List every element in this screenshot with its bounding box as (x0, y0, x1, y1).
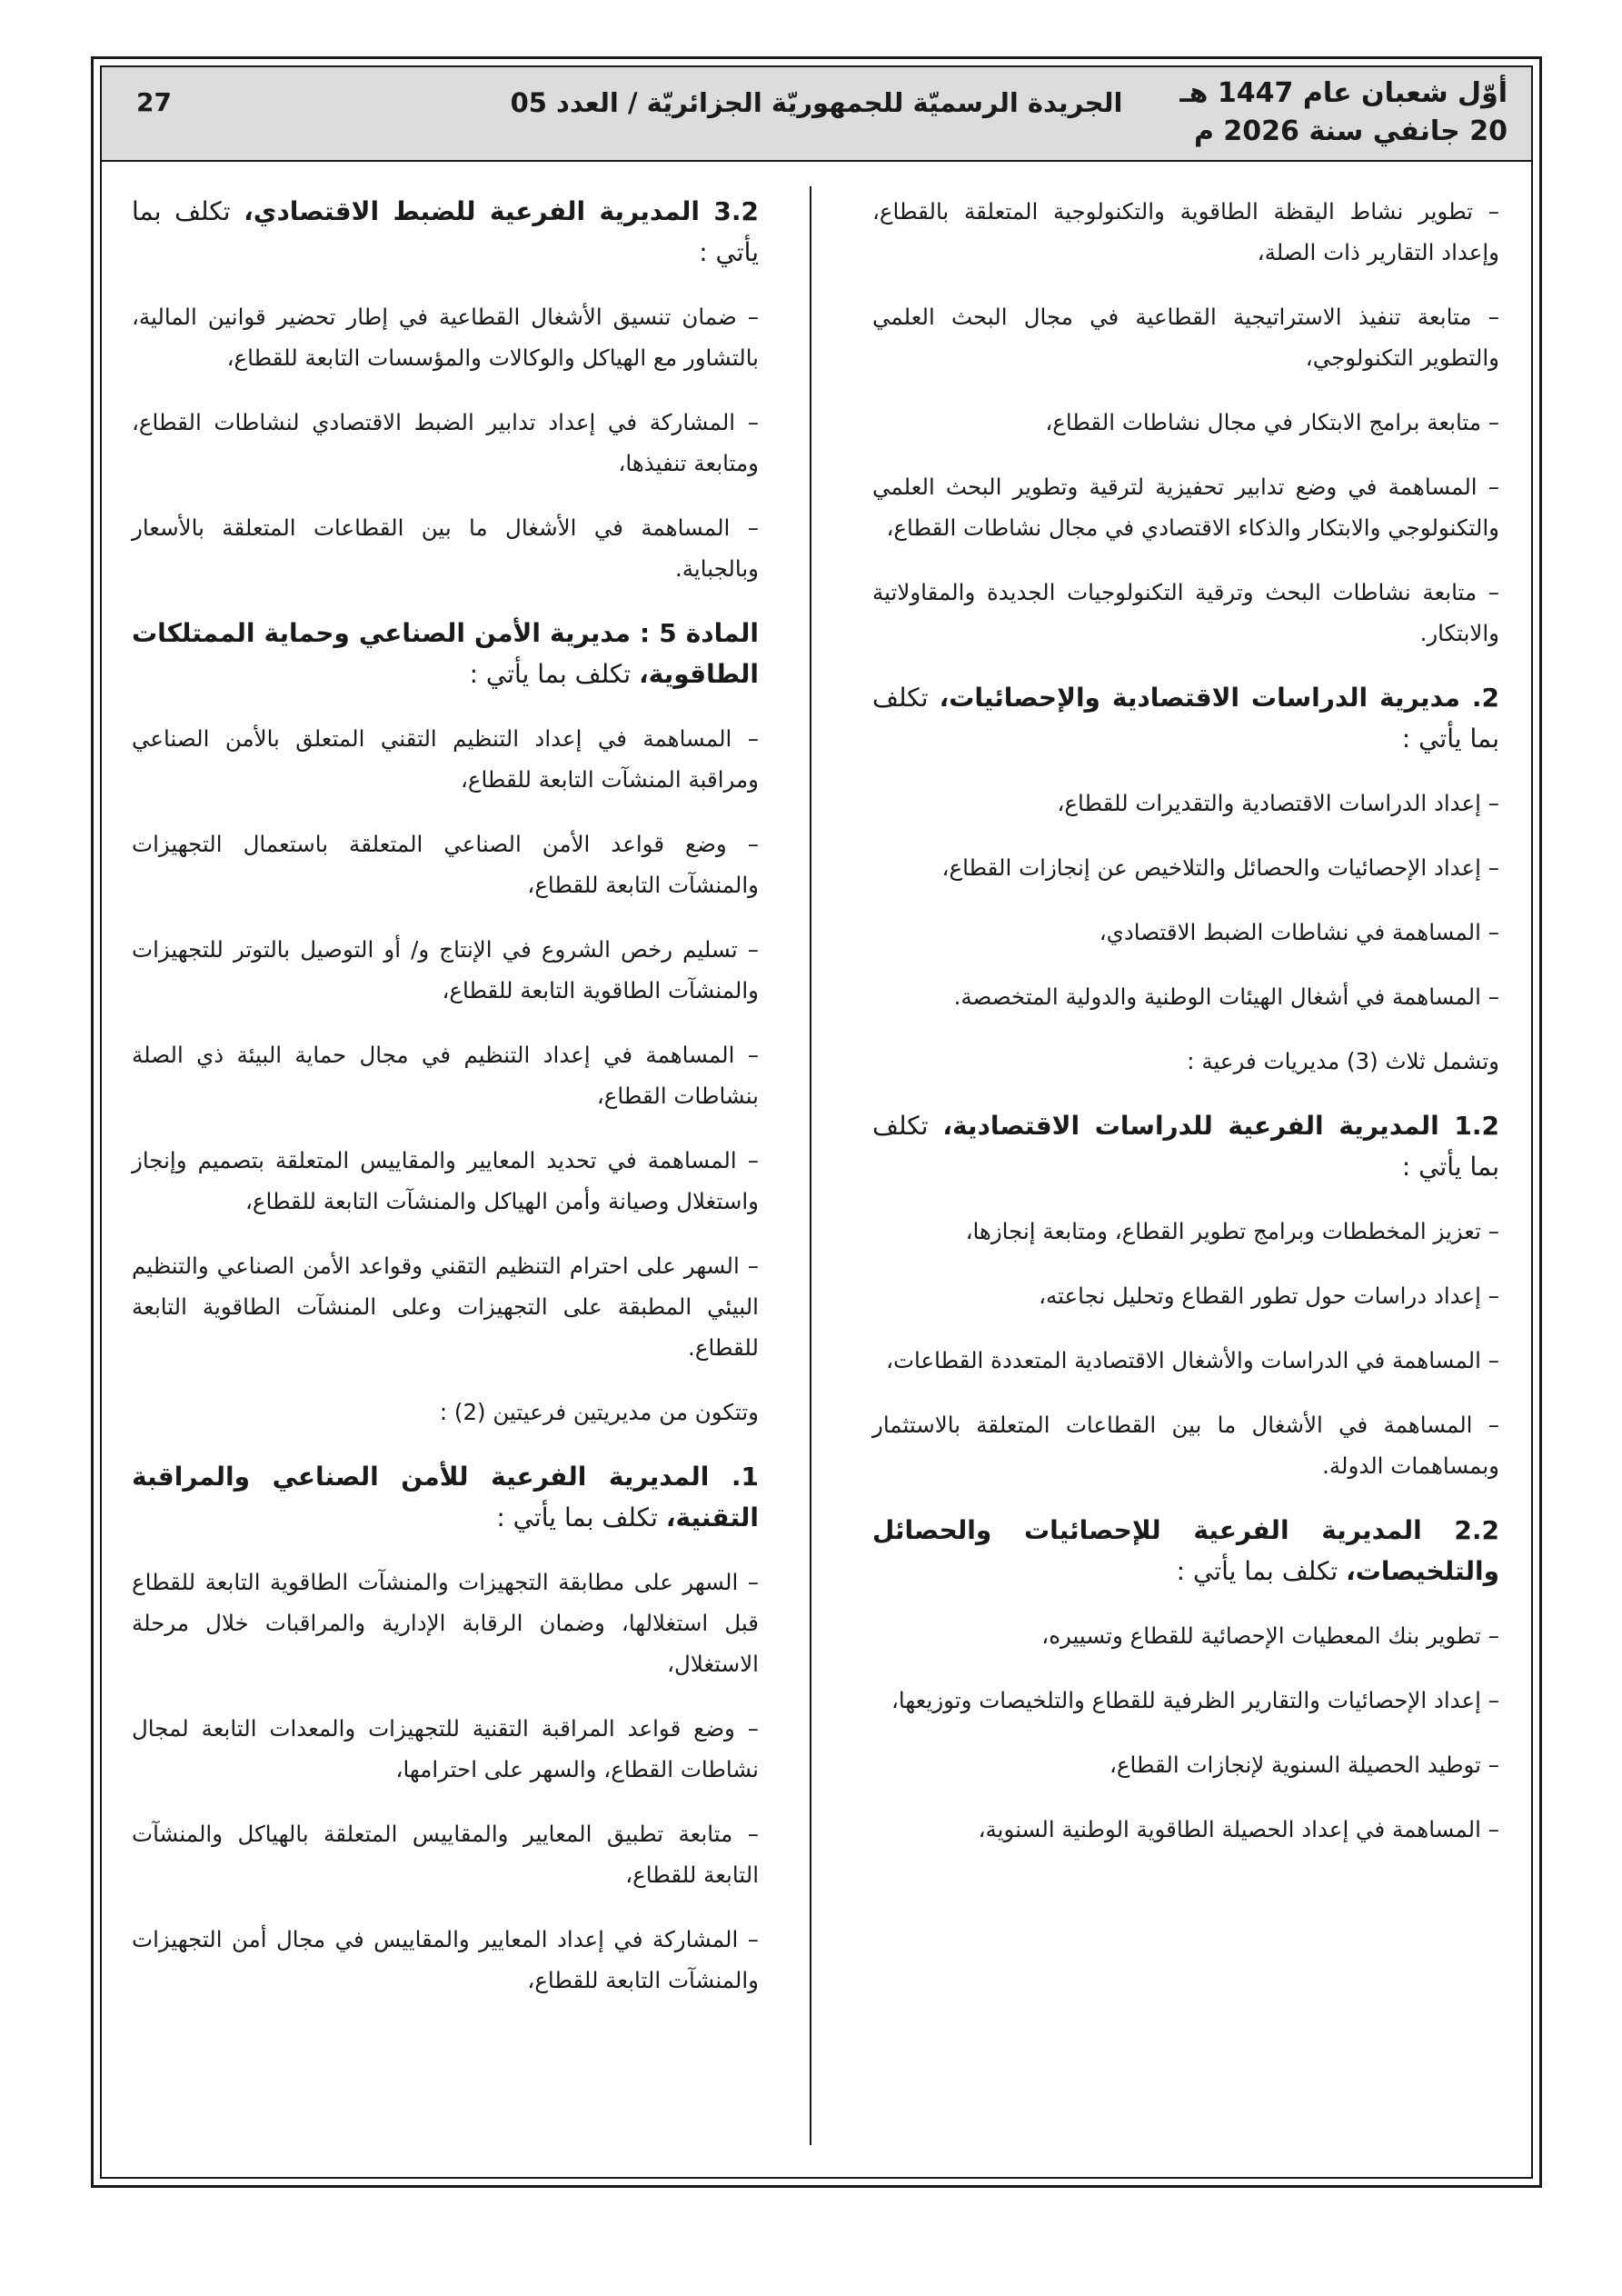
body-paragraph: – المساهمة في إعداد التنظيم في مجال حماية البيئة ذي الصلة بنشاطات القطاع، (132, 1042, 759, 1109)
body-paragraph: – المساهمة في إعداد الحصيلة الطاقوية الوطنية السنوية، (978, 1816, 1499, 1842)
body-paragraph: – وضع قواعد الأمن الصناعي المتعلقة باستعمال التجهيزات والمنشآت التابعة للقطاع، (132, 831, 759, 898)
body-paragraph: – إعداد دراسات حول تطور القطاع وتحليل نجاعته، (1039, 1283, 1499, 1309)
section-heading: 3.2 المديرية الفرعية للضبط الاقتصادي، (244, 196, 759, 226)
body-paragraph: – المشاركة في إعداد المعايير والمقاييس في مجال أمن التجهيزات والمنشآت التابعة للقطاع، (132, 1926, 759, 1993)
heading-suffix: تكلف بما يأتي : (1176, 1556, 1347, 1586)
body-paragraph: – المساهمة في إعداد التنظيم التقني المتعلق بالأمن الصناعي ومراقبة المنشآت التابعة للقطاع، (132, 725, 759, 793)
page-header (102, 67, 1531, 162)
body-paragraph: – ضمان تنسيق الأشغال القطاعية في إطار تحضير قوانين المالية، بالتشاور مع الهياكل والوكالات والمؤسسات التابعة للقطاع، (132, 304, 759, 371)
body-paragraph: – المساهمة في أشغال الهيئات الوطنية والدولية المتخصصة. (953, 983, 1499, 1010)
body-paragraph: – متابعة نشاطات البحث وترقية التكنولوجيات الجديدة والمقاولاتية والابتكار. (872, 579, 1499, 646)
section-heading-paragraph (132, 191, 759, 273)
section-heading-paragraph (872, 1105, 1499, 1187)
gazette-title: الجريدة الرسميّة للجمهوريّة الجزائريّة / العدد 05 (510, 87, 1123, 118)
heading-suffix: تكلف بما يأتي : (496, 1502, 666, 1532)
column-divider (810, 186, 811, 2145)
date-gregorian: 20 جانفي سنة 2026 م (1193, 115, 1508, 147)
section-heading-paragraph (132, 613, 759, 694)
body-paragraph: وتتكون من مديريتين فرعيتين (2) : (439, 1399, 759, 1425)
body-paragraph: وتشمل ثلاث (3) مديريات فرعية : (1187, 1048, 1499, 1074)
right-column (872, 191, 1499, 1873)
body-paragraph: – المساهمة في الأشغال ما بين القطاعات المتعلقة بالأسعار وبالجباية. (132, 514, 759, 582)
date-hijri: أوّل شعبان عام 1447 هـ (1179, 77, 1508, 109)
body-paragraph: – متابعة تنفيذ الاستراتيجية القطاعية في مجال البحث العلمي والتطوير التكنولوجي، (872, 304, 1499, 371)
body-paragraph: – متابعة برامج الابتكار في مجال نشاطات القطاع، (1045, 409, 1499, 435)
body-paragraph: – تسليم رخص الشروع في الإنتاج و/ أو التوصيل بالتوتر للتجهيزات والمنشآت الطاقوية التابعة للقطاع، (132, 936, 759, 1003)
body-paragraph: – المساهمة في الأشغال ما بين القطاعات المتعلقة بالاستثمار وبمساهمات الدولة. (872, 1412, 1499, 1479)
body-paragraph: – المساهمة في نشاطات الضبط الاقتصادي، (1099, 919, 1499, 945)
body-paragraph: – المساهمة في تحديد المعايير والمقاييس المتعلقة بتصميم وإنجاز واستغلال وصيانة وأمن الهياكل والمنشآت التابعة للقطاع، (132, 1147, 759, 1214)
body-paragraph: – السهر على احترام التنظيم التقني وقواعد الأمن الصناعي والتنظيم البيئي المطبقة على التجهيزات وعلى المنشآت الطاقوية التابعة للقطاع. (132, 1253, 759, 1361)
heading-suffix: تكلف بما يأتي : (132, 196, 759, 267)
body-paragraph: – السهر على مطابقة التجهيزات والمنشآت الطاقوية التابعة للقطاع قبل استغلالها، وضمان الرقابة الإدارية والمراقبات خلال مرحلة الاستغلال، (132, 1569, 759, 1677)
body-paragraph: – وضع قواعد المراقبة التقنية للتجهيزات والمعدات التابعة لمجال نشاطات القطاع، والسهر على احترامها، (132, 1715, 759, 1782)
body-paragraph: – المشاركة في إعداد تدابير الضبط الاقتصادي لنشاطات القطاع، ومتابعة تنفيذها، (132, 409, 759, 476)
body-paragraph: – تطوير نشاط اليقظة الطاقوية والتكنولوجية المتعلقة بالقطاع، وإعداد التقارير ذات الصلة، (872, 198, 1499, 265)
body-paragraph: – إعداد الإحصائيات والحصائل والتلاخيص عن إنجازات القطاع، (941, 854, 1499, 881)
body-paragraph: – تطوير بنك المعطيات الإحصائية للقطاع وتسييره، (1041, 1622, 1499, 1649)
section-heading-paragraph (872, 1510, 1499, 1592)
body-paragraph: – توطيد الحصيلة السنوية لإنجازات القطاع، (1109, 1752, 1499, 1778)
heading-suffix: تكلف بما يأتي : (469, 659, 640, 689)
body-paragraph: – متابعة تطبيق المعايير والمقاييس المتعلقة بالهياكل والمنشآت التابعة للقطاع، (132, 1821, 759, 1888)
page-number: 27 (136, 87, 172, 117)
section-heading: 1.2 المديرية الفرعية للدراسات الاقتصادية، (942, 1111, 1499, 1141)
body-paragraph: – المساهمة في وضع تدابير تحفيزية لترقية وتطوير البحث العلمي والتكنولوجي والابتكار والذكاء الاقتصادي في مجال نشاطات القطاع، (872, 474, 1499, 541)
body-paragraph: – إعداد الإحصائيات والتقارير الظرفية للقطاع والتلخيصات وتوزيعها، (891, 1687, 1499, 1713)
section-heading: 2.2 المديرية الفرعية للإحصائيات والحصائل والتلخيصات، (872, 1515, 1499, 1586)
body-paragraph: – إعداد الدراسات الاقتصادية والتقديرات للقطاع، (1057, 790, 1499, 816)
section-heading-paragraph (132, 1456, 759, 1538)
heading-suffix: تكلف بما يأتي : (872, 1111, 1499, 1182)
body-paragraph: – تعزيز المخططات وبرامج تطوير القطاع، ومتابعة إنجازها، (965, 1218, 1499, 1244)
body-paragraph: – المساهمة في الدراسات والأشغال الاقتصادية المتعددة القطاعات، (886, 1347, 1499, 1373)
section-heading: 2. مديرية الدراسات الاقتصادية والإحصائيات، (939, 683, 1499, 713)
section-heading: المادة 5 : مديرية الأمن الصناعي وحماية الممتلكات الطاقوية، (132, 618, 759, 689)
section-heading: 1. المديرية الفرعية للأمن الصناعي والمراقبة التقنية، (132, 1462, 759, 1532)
heading-suffix: تكلف بما يأتي : (872, 683, 1499, 754)
left-column (132, 191, 759, 2024)
section-heading-paragraph (872, 677, 1499, 759)
